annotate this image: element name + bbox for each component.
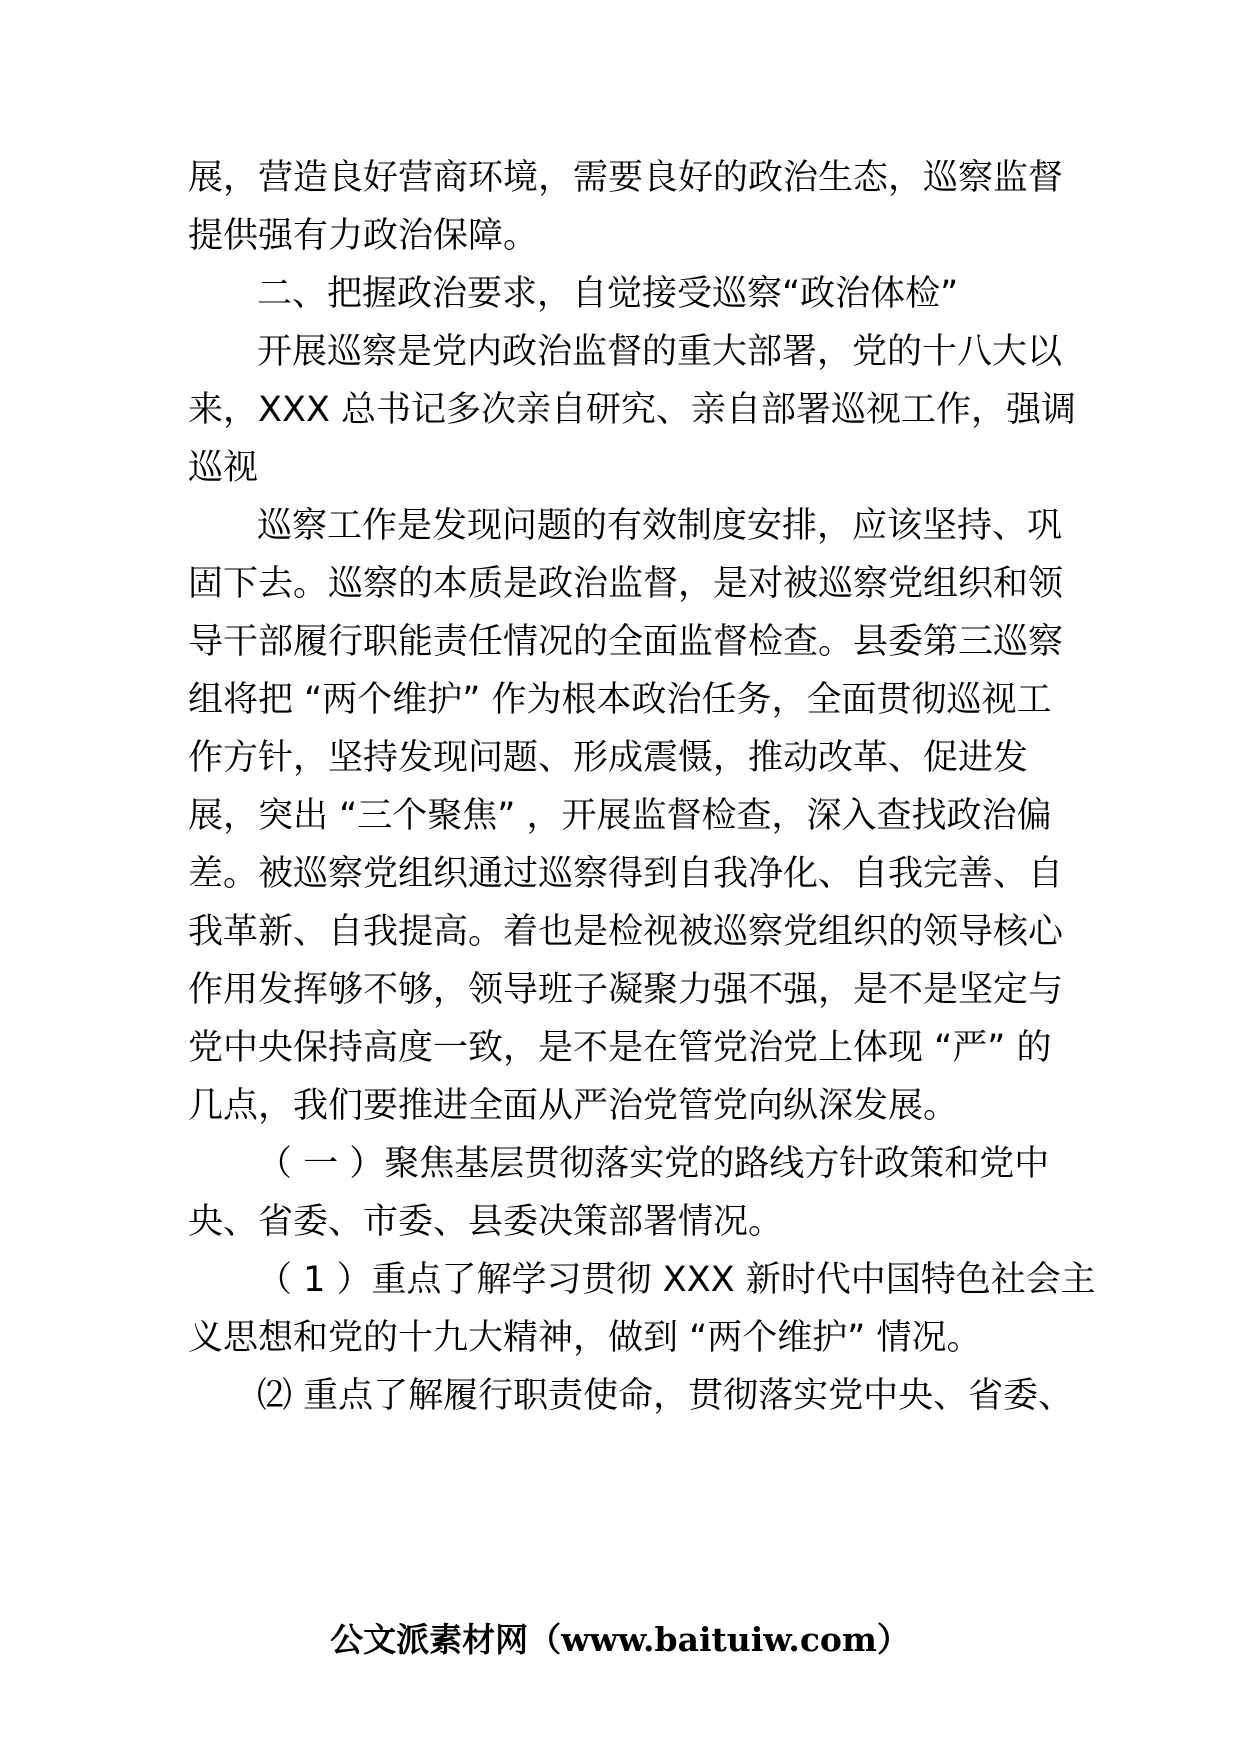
- section-heading: 二、把握政治要求，自觉接受巡察“政治体检”: [257, 274, 959, 314]
- text-line: 巡察工作是发现问题的有效制度安排，应该坚持、巩: [257, 506, 1063, 546]
- text-line: 提供强有力政治保障。: [188, 216, 539, 256]
- text-line: 我革新、自我提高。着也是检视被巡察党组织的领导核心: [188, 912, 1064, 952]
- subsection-heading: （ 一 ）聚焦基层贯彻落实党的路线方针政策和党中: [257, 1144, 1050, 1184]
- text-line: 固下去。巡察的本质是政治监督，是对被巡察党组织和领: [188, 564, 1064, 604]
- text-line: 导干部履行职能责任情况的全面监督检查。县委第三巡察: [188, 622, 1064, 662]
- text-line: 作方针，坚持发现问题、形成震慑，推动改革、促进发: [188, 738, 1029, 778]
- list-item: ⑵ 重点了解履行职责使命，贯彻落实党中央、省委、: [257, 1376, 1074, 1416]
- text-line: 巡视: [188, 448, 259, 488]
- text-line: 展，突出 “三个聚焦” ，开展监督检查，深入查找政治偏: [188, 796, 1052, 836]
- text-line: 几点，我们要推进全面从严治党管党向纵深发展。: [188, 1086, 959, 1126]
- text-line: 义思想和党的十九大精神，做到 “两个维护” 情况。: [188, 1318, 982, 1358]
- text-line: 党中央保持高度一致，是不是在管党治党上体现 “严” 的: [188, 1028, 1052, 1068]
- list-item: （ 1 ）重点了解学习贯彻 XXX 新时代中国特色社会主: [257, 1260, 1096, 1300]
- text-line: 展，营造良好营商环境，需要良好的政治生态，巡察监督: [188, 158, 1064, 198]
- text-line: 开展巡察是党内政治监督的重大部署，党的十八大以: [257, 332, 1063, 372]
- text-line: 组将把 “两个维护” 作为根本政治任务，全面贯彻巡视工: [188, 680, 1052, 720]
- text-line: 央、省委、市委、县委决策部署情况。: [188, 1202, 784, 1242]
- footer-watermark: 公文派素材网（www.baituiw.com）: [330, 1620, 910, 1659]
- text-line: 作用发挥够不够，领导班子凝聚力强不强，是不是坚定与: [188, 970, 1064, 1010]
- text-line: 差。被巡察党组织通过巡察得到自我净化、自我完善、自: [188, 854, 1064, 894]
- text-line: 来，XXX 总书记多次亲自研究、亲自部署巡视工作，强调: [188, 390, 1077, 430]
